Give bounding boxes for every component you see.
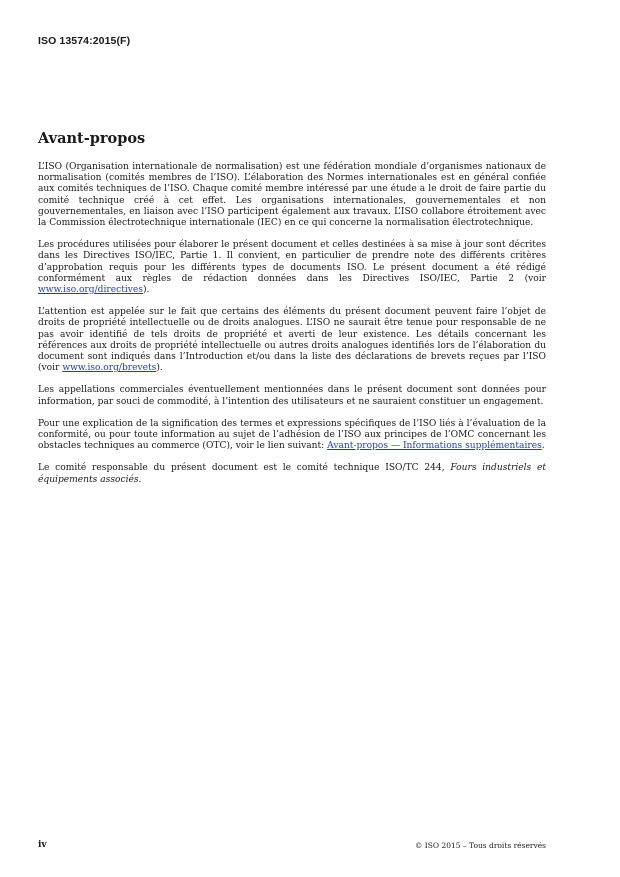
supplementary-info-link[interactable]: Avant-propos — Informations supplémentaires [327,441,542,452]
directives-link[interactable]: www.iso.org/directives [38,285,143,296]
paragraph-trade-names: Les appellations commerciales éventuellement mentionnées dans le présent document sont données pour information, par souci de commodité, à l’intention des utilisateurs et ne sauraient constituer un engagement. [38,385,546,407]
committee-title: Fours industriels et équipements associés [38,463,547,485]
paragraph-text: Le comité responsable du présent document est le comité technique ISO/TC 244, [38,463,451,474]
section-title: Avant-propos [38,130,146,147]
brevets-link[interactable]: www.iso.org/brevets [62,363,157,374]
document-id: ISO 13574:2015(F) [38,35,131,47]
paragraph-text: ). [156,363,163,374]
paragraph-iso-intro: L’ISO (Organisation internationale de normalisation) est une fédération mondiale d’organismes nationaux de normalisation (comités membres de l’ISO). L’élaboration des Normes internationales est en général confiée aux comités techniques de l’ISO. Chaque comité membre intéressé par une étude a le droit de faire partie du comité technique créé à cet effet. Les organisations internationales, gouvernementales et non gouvernementales, en liaison avec l’ISO participent également aux travaux. L’ISO collabore étroitement avec la Commission électrotechnique internationale (IEC) en ce qui concerne la normalisation électrotechnique. [38,162,546,229]
paragraph-text: L’attention est appelée sur le fait que certains des éléments du présent document peuvent faire l’objet de droits de propriété intellectuelle ou de droits analogues. L’ISO ne saurait être tenue pour responsable de ne pas avoir identifié de tels droits de propriété et averti de leur existence. Les détails concernant les références aux droits de propriété intellectuelle ou autres droits analogues identifiés lors de l’élaboration du document sont indiqués dans l’Introduction et/ou dans la liste des déclarations de brevets reçues par l’ISO (voir [38,307,546,374]
paragraph-text: Les procédures utilisées pour élaborer le présent document et celles destinées à sa mise à jour sont décrites dans les Directives ISO/IEC, Partie 1. Il convient, en particulier de prendre note des différents critères d’approbation requis pour les différents types de documents ISO. Le présent document a été rédigé conformément aux règles de rédaction données dans les Directives ISO/IEC, Partie 2 (voir [38,240,546,284]
copyright-notice: © ISO 2015 – Tous droits réservés [414,841,546,850]
paragraph-patents [38,307,546,374]
paragraph-committee [38,463,546,485]
foreword-body [38,162,546,497]
paragraph-text: . [138,474,142,485]
paragraph-text: . [541,441,545,452]
paragraph-conformity [38,419,546,453]
paragraph-text: ). [142,285,150,296]
paragraph-text: Pour une explication de la signification des termes et expressions spécifiques de l’ISO liés à l’évaluation de la conformité, ou pour toute information au sujet de l’adhésion de l’ISO aux principes de l’OMC concernant les obstacles techniques au commerce (OTC), voir le lien suivant: [38,418,546,452]
page-number: iv [38,840,47,850]
paragraph-procedures [38,240,546,296]
